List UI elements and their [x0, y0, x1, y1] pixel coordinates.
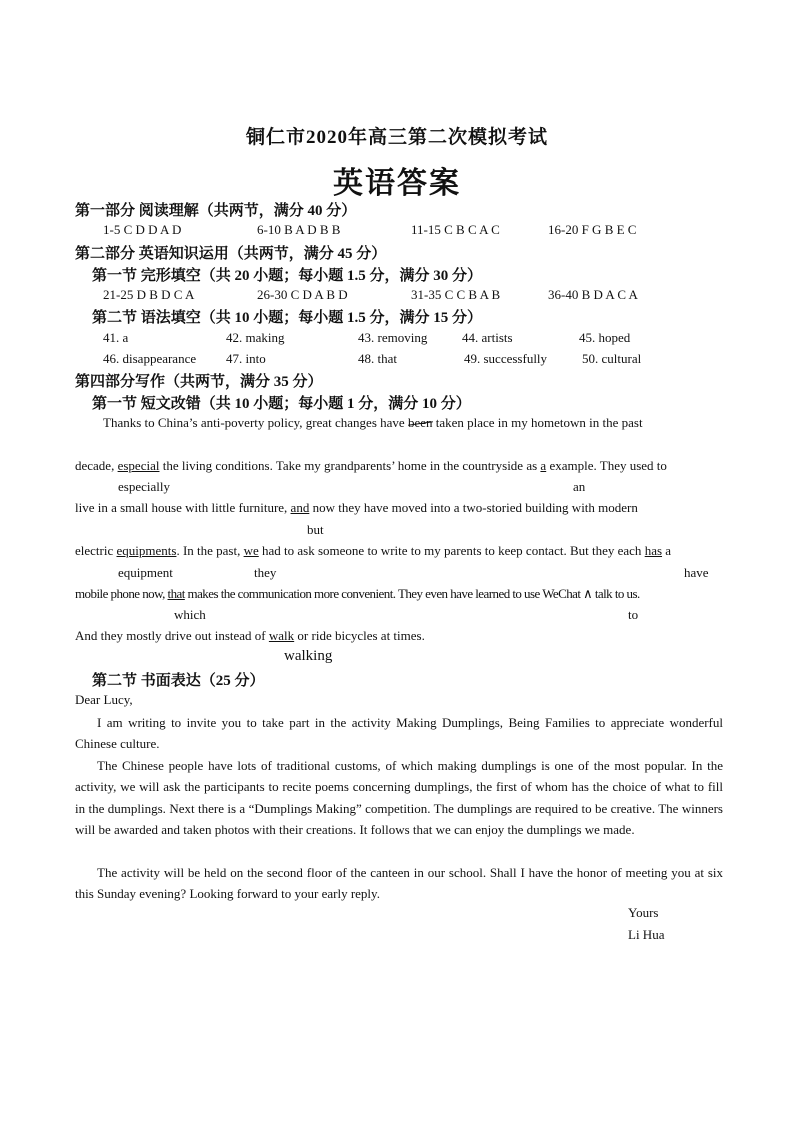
- answer-49: 49. successfully: [464, 351, 548, 366]
- part2-section1-heading: 第一节 完形填空（共 20 小题；每小题 1.5 分，满分 30 分）: [92, 268, 483, 284]
- correction-line-1: Thanks to China’s anti-poverty policy, great changes have been taken place in my hometown in the past: [103, 415, 643, 430]
- answer-16-20: 16-20 F G B E C: [548, 222, 637, 237]
- answer-36-40: 36-40 B D A C A: [548, 287, 638, 302]
- letter-paragraph-3: The activity will be held on the second floor of the canteen in our school. Shall I have the honor of meeting you at six this Sunday evening? Looking forward to your early reply.: [75, 865, 723, 902]
- letter-salutation: Dear Lucy,: [75, 692, 133, 707]
- letter-closing: Yours: [628, 905, 659, 920]
- error-word: that: [167, 586, 185, 601]
- page-title: 铜仁市2020年高三第二次模拟考试: [245, 127, 548, 148]
- correction-line-5: mobile phone now, that makes the communication more convenient. They even have learned to use WeChat ∧ talk to us.: [75, 586, 640, 601]
- part4-heading: 第四部分写作（共两节，满分 35 分）: [75, 374, 323, 390]
- page-subtitle: 英语答案: [333, 167, 461, 200]
- correction-line-4: electric equipments. In the past, we had to ask someone to write to my parents to keep contact. But they each has a: [75, 543, 672, 558]
- answer-6-10: 6-10 B A D B B: [257, 222, 341, 237]
- letter-paragraph-1: I am writing to invite you to take part in the activity Making Dumplings, Being Families to appreciate wonderful Chinese culture.: [75, 715, 723, 752]
- error-word: a: [540, 458, 547, 473]
- answer-1-5: 1-5 C D D A D: [103, 222, 182, 237]
- answer-31-35: 31-35 C C B A B: [411, 287, 501, 302]
- answer-21-25: 21-25 D B D C A: [103, 287, 195, 302]
- letter-paragraph-2: The Chinese people have lots of traditional customs, of which making dumplings is one of the most popular. In the activity, we will ask the participants to recite poems concerning dumplings, the first of whom has the choice of what to fill in the dumplings. Next there is a “Dumplings Making” competition. The dumplings are required to be creative. The winners will be awarded and taken photos with their creations. It follows that we can enjoy the dumplings we made.: [75, 758, 723, 837]
- answer-11-15: 11-15 C B C A C: [411, 222, 500, 237]
- error-word: has: [644, 543, 663, 558]
- error-word: equipments: [116, 543, 177, 558]
- part4-section1-heading: 第一节 短文改错（共 10 小题；每小题 1 分，满分 10 分）: [92, 396, 471, 412]
- correction-word: to: [628, 607, 639, 622]
- struck-word: been: [407, 415, 433, 430]
- correction-line-3: live in a small house with little furniture, and now they have moved into a two-storied building with modern: [75, 500, 638, 515]
- answer-47: 47. into: [226, 351, 266, 366]
- error-word: we: [243, 543, 259, 558]
- insert-caret-icon: ∧: [583, 586, 593, 601]
- correction-line-6: And they mostly drive out instead of walk or ride bicycles at times.: [75, 628, 425, 643]
- correction-word: have: [684, 565, 709, 580]
- answer-50: 50. cultural: [582, 351, 642, 366]
- correction-word: walking: [284, 648, 333, 664]
- part2-section2-heading: 第二节 语法填空（共 10 小题；每小题 1.5 分，满分 15 分）: [92, 310, 483, 326]
- error-word: especial: [117, 458, 160, 473]
- answer-44: 44. artists: [462, 330, 513, 345]
- correction-word: which: [174, 607, 206, 622]
- answer-43: 43. removing: [358, 330, 428, 345]
- part1-heading: 第一部分 阅读理解（共两节，满分 40 分）: [75, 203, 357, 219]
- correction-word: they: [254, 565, 277, 580]
- error-word: and: [290, 500, 310, 515]
- letter-signature: Li Hua: [628, 927, 665, 942]
- correction-word: an: [573, 479, 586, 494]
- answer-45: 45. hoped: [579, 330, 631, 345]
- answer-41: 41. a: [103, 330, 129, 345]
- correction-word: especially: [118, 479, 170, 494]
- correction-line-2: decade, especial the living conditions. Take my grandparents’ home in the countryside as a example. They used to: [75, 458, 667, 473]
- answer-42: 42. making: [226, 330, 285, 345]
- part4-section2-heading: 第二节 书面表达（25 分）: [92, 673, 265, 689]
- error-word: walk: [268, 628, 295, 643]
- part2-heading: 第二部分 英语知识运用（共两节，满分 45 分）: [75, 246, 387, 262]
- correction-word: but: [307, 522, 324, 537]
- answer-46: 46. disappearance: [103, 351, 197, 366]
- correction-word: equipment: [118, 565, 173, 580]
- answer-26-30: 26-30 C D A B D: [257, 287, 348, 302]
- answer-48: 48. that: [358, 351, 397, 366]
